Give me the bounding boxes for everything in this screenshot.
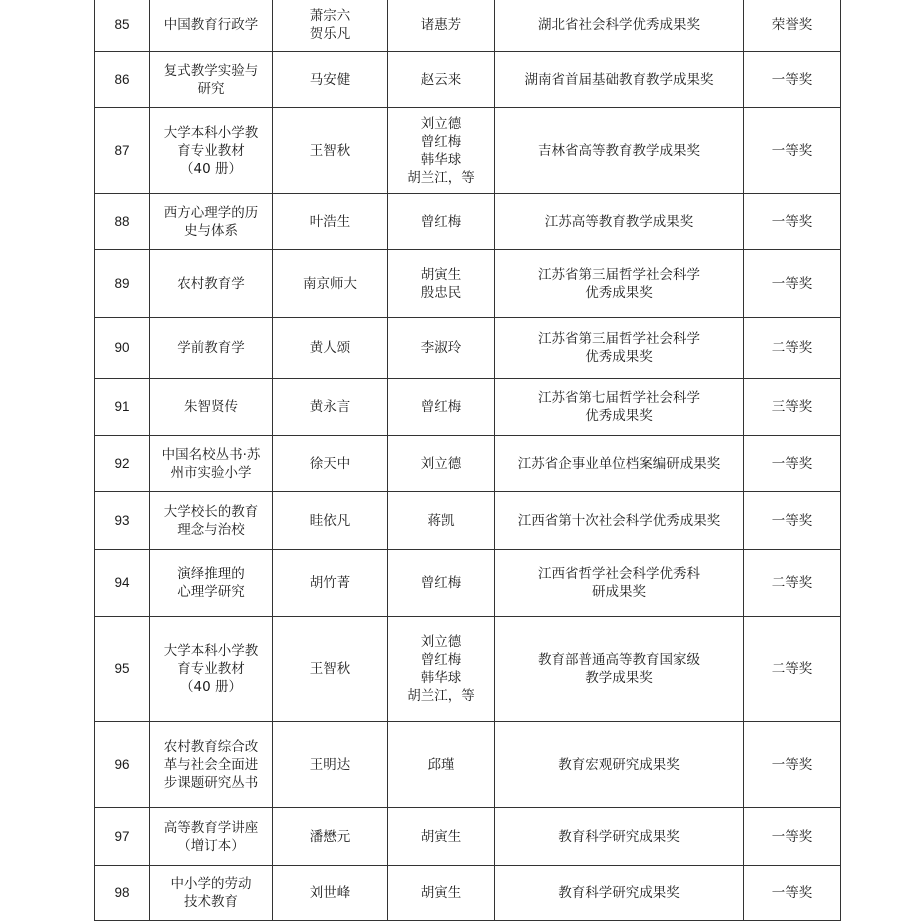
award-grade: 二等奖 [771,661,813,677]
book-title-line: 大学本科小学教 [163,643,259,659]
row-number-cell [95,866,150,921]
row-number: 86 [114,71,130,87]
author-name-line: 眭依凡 [309,512,351,529]
author-name-cell [273,808,388,866]
award-name-line: 江西省哲学社会科学优秀科 [538,566,700,582]
award-name-line: 优秀成果奖 [585,408,653,424]
book-title-line: 高等教育学讲座 [163,819,259,836]
award-name-line: 教育科学研究成果奖 [558,885,680,901]
award-grade: 一等奖 [771,213,813,230]
book-title-line: 研究 [197,80,225,97]
award-grade-cell [744,866,841,921]
book-title-line: 西方心理学的历 [163,204,259,221]
award-grade-cell [744,617,841,722]
award-name-line: 教学成果奖 [585,670,653,686]
table-row [95,108,841,194]
award-grade-cell [744,194,841,250]
award-grade-cell [744,379,841,436]
book-title-line: 育专业教材 [177,661,245,677]
table-row [95,550,841,617]
book-title-line: 中小学的劳动 [170,876,252,892]
editor-name-cell [388,492,495,550]
book-title-line: 农村教育学 [177,275,245,292]
award-name-line: 教育科学研究成果奖 [558,828,680,845]
editor-name-cell [388,194,495,250]
award-grade: 一等奖 [771,756,813,773]
award-name-cell [495,318,744,379]
book-title-line: 史与体系 [184,222,238,239]
editor-name-cell [388,379,495,436]
table-row [95,194,841,250]
award-grade-cell [744,0,841,52]
editor-name-line: 刘立德 [420,115,462,132]
editor-name-line: 曾红梅 [420,399,462,415]
award-grade-cell [744,808,841,866]
book-title-line: 中国教育行政学 [163,17,259,33]
awards-table [94,0,841,921]
award-name-line: 江苏省第三届哲学社会科学 [538,331,700,347]
table-row [95,808,841,866]
award-grade: 一等奖 [771,512,813,529]
author-name-cell [273,250,388,318]
book-title-line: 革与社会全面进 [163,756,259,773]
book-title-line: 州市实验小学 [170,464,252,481]
editor-name-line: 诸惠芳 [420,17,462,33]
row-number: 88 [114,213,130,229]
editor-name-line: 赵云来 [420,71,462,88]
author-name-cell [273,550,388,617]
award-name-cell [495,194,744,250]
book-title-cell [150,52,273,108]
book-title-cell [150,379,273,436]
book-title-cell [150,318,273,379]
editor-name-line: 刘立德 [420,634,462,650]
book-title-line: （40 册） [180,160,242,177]
table-row [95,866,841,921]
award-name-cell [495,550,744,617]
author-name-cell [273,722,388,808]
row-number: 93 [114,512,130,528]
author-name-cell [273,436,388,492]
award-grade-cell [744,492,841,550]
book-title-line: 步课题研究丛书 [163,774,259,791]
row-number: 87 [114,142,130,158]
author-name-line: 贺乐凡 [309,26,351,42]
award-grade-cell [744,52,841,108]
award-name-line: 优秀成果奖 [585,349,653,365]
award-name-cell [495,722,744,808]
award-grade: 一等奖 [771,142,813,159]
award-name-cell [495,52,744,108]
editor-name-line: 李淑玲 [420,340,462,356]
row-number: 94 [114,575,130,590]
row-number: 92 [114,455,130,471]
book-title-cell [150,250,273,318]
book-title-cell [150,550,273,617]
award-name-line: 优秀成果奖 [585,284,653,301]
row-number: 95 [114,661,130,676]
book-title-line: 农村教育综合改 [163,738,259,755]
row-number-cell [95,492,150,550]
book-title-line: 学前教育学 [177,340,245,356]
award-name-line: 教育宏观研究成果奖 [558,756,680,773]
book-title-line: 理念与治校 [177,521,245,538]
book-title-line: 朱智贤传 [184,399,238,415]
author-name-line: 徐天中 [309,455,351,472]
author-name-line: 黄人颂 [309,340,351,356]
editor-name-cell [388,52,495,108]
award-grade: 一等奖 [771,885,813,901]
author-name-line: 萧宗六 [309,8,351,24]
author-name-line: 潘懋元 [309,828,351,845]
row-number-cell [95,108,150,194]
editor-name-cell [388,550,495,617]
editor-name-line: 蒋凯 [427,512,455,529]
award-name-cell [495,492,744,550]
book-title-line: （40 册） [180,679,242,695]
book-title-line: 中国名校丛书·苏 [161,446,261,463]
award-grade-cell [744,250,841,318]
award-name-cell [495,0,744,52]
table-row [95,318,841,379]
award-grade: 一等奖 [771,275,813,292]
row-number-cell [95,617,150,722]
author-name-line: 王明达 [309,756,351,773]
editor-name-line: 曾红梅 [420,652,462,668]
row-number: 98 [114,885,130,900]
book-title-cell [150,436,273,492]
award-name-cell [495,617,744,722]
award-name-line: 湖北省社会科学优秀成果奖 [538,17,700,33]
editor-name-cell [388,808,495,866]
editor-name-line: 胡寅生 [420,885,462,901]
editor-name-line: 韩华球 [420,670,462,686]
award-name-line: 教育部普通高等教育国家级 [538,652,700,668]
author-name-cell [273,52,388,108]
table-row [95,379,841,436]
table-row [95,722,841,808]
book-title-cell [150,866,273,921]
award-name-line: 江西省第十次社会科学优秀成果奖 [517,512,721,529]
award-grade: 二等奖 [771,340,813,356]
book-title-line: （增订本） [177,837,245,854]
editor-name-line: 殷忠民 [420,284,462,301]
row-number: 89 [114,275,130,291]
editor-name-cell [388,722,495,808]
table-row [95,250,841,318]
editor-name-cell [388,108,495,194]
book-title-cell [150,194,273,250]
book-title-line: 演绎推理的 [177,566,245,582]
editor-name-line: 胡兰江，等 [407,688,475,704]
row-number: 91 [114,399,130,414]
author-name-line: 南京师大 [303,275,357,292]
award-name-line: 湖南省首届基础教育教学成果奖 [524,71,714,88]
book-title-line: 技术教育 [184,894,238,910]
award-name-line: 研成果奖 [592,584,646,600]
book-title-line: 大学本科小学教 [163,124,259,141]
author-name-cell [273,866,388,921]
book-title-line: 大学校长的教育 [163,503,259,520]
table-row [95,617,841,722]
editor-name-cell [388,0,495,52]
author-name-line: 王智秋 [309,142,351,159]
book-title-cell [150,492,273,550]
author-name-line: 王智秋 [309,661,351,677]
author-name-cell [273,0,388,52]
row-number-cell [95,194,150,250]
row-number-cell [95,0,150,52]
editor-name-cell [388,617,495,722]
award-name-cell [495,379,744,436]
author-name-line: 胡竹菁 [309,575,351,591]
award-name-cell [495,436,744,492]
book-title-cell [150,722,273,808]
award-grade: 一等奖 [771,828,813,845]
book-title-line: 心理学研究 [177,584,245,600]
row-number-cell [95,722,150,808]
editor-name-cell [388,250,495,318]
table-row [95,52,841,108]
award-grade-cell [744,722,841,808]
row-number-cell [95,436,150,492]
award-name-line: 吉林省高等教育教学成果奖 [538,142,700,159]
award-name-cell [495,866,744,921]
editor-name-line: 刘立德 [420,455,462,472]
row-number-cell [95,52,150,108]
award-name-line: 江苏省第七届哲学社会科学 [538,390,700,406]
author-name-line: 马安健 [309,71,351,88]
author-name-cell [273,492,388,550]
author-name-cell [273,379,388,436]
book-title-cell [150,108,273,194]
row-number-cell [95,250,150,318]
row-number-cell [95,318,150,379]
award-grade: 一等奖 [771,71,813,88]
editor-name-line: 曾红梅 [420,575,462,591]
row-number: 96 [114,756,130,772]
book-title-line: 育专业教材 [177,142,245,159]
author-name-line: 刘世峰 [309,885,351,901]
author-name-cell [273,617,388,722]
row-number: 90 [114,340,130,355]
award-name-line: 江苏高等教育教学成果奖 [544,213,694,230]
row-number: 85 [114,17,130,32]
editor-name-cell [388,318,495,379]
row-number: 97 [114,828,130,844]
editor-name-line: 胡寅生 [420,266,462,283]
award-grade: 二等奖 [771,575,813,591]
editor-name-line: 韩华球 [420,151,462,168]
editor-name-line: 曾红梅 [420,213,462,230]
author-name-cell [273,318,388,379]
award-grade: 三等奖 [771,399,813,415]
editor-name-line: 胡寅生 [420,828,462,845]
editor-name-line: 胡兰江，等 [407,169,475,186]
award-grade-cell [744,550,841,617]
award-name-line: 江苏省企事业单位档案编研成果奖 [517,455,721,472]
award-grade-cell [744,436,841,492]
award-name-line: 江苏省第三届哲学社会科学 [538,266,700,283]
table-row [95,436,841,492]
book-title-cell [150,0,273,52]
editor-name-cell [388,866,495,921]
book-title-cell [150,808,273,866]
row-number-cell [95,379,150,436]
editor-name-cell [388,436,495,492]
award-name-cell [495,808,744,866]
row-number-cell [95,808,150,866]
author-name-line: 叶浩生 [309,213,351,230]
author-name-line: 黄永言 [309,399,351,415]
table-row [95,492,841,550]
editor-name-line: 曾红梅 [420,133,462,150]
table-body [95,0,841,921]
author-name-cell [273,194,388,250]
award-grade: 一等奖 [771,455,813,472]
award-grade-cell [744,108,841,194]
row-number-cell [95,550,150,617]
book-title-cell [150,617,273,722]
book-title-line: 复式教学实验与 [163,62,259,79]
editor-name-line: 邱瑾 [427,756,455,773]
award-name-cell [495,108,744,194]
award-name-cell [495,250,744,318]
award-grade: 荣誉奖 [771,17,813,33]
table-row [95,0,841,52]
author-name-cell [273,108,388,194]
award-grade-cell [744,318,841,379]
